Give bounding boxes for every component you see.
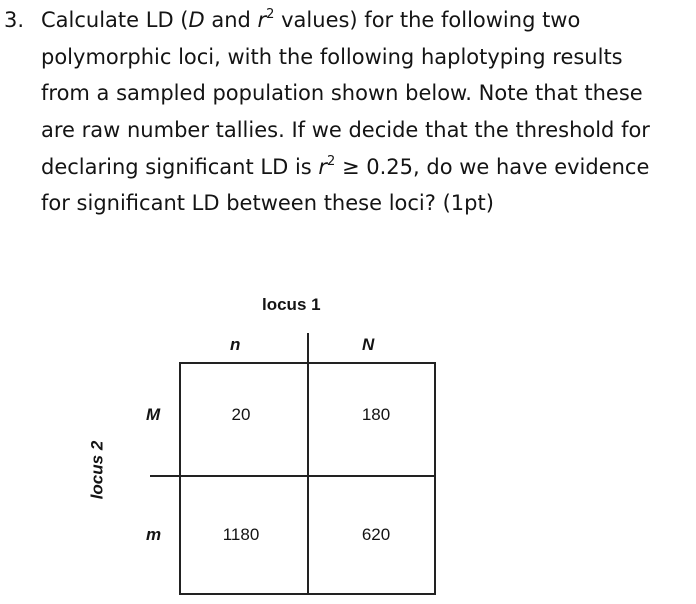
question-text [4,2,694,222]
locus-1-label: locus 1 [262,295,321,314]
question-line-3: from a sampled population shown below. Note that these [41,81,643,106]
cell-M-n: 20 [231,405,251,424]
row-header-M: M [146,405,161,424]
question-number: 3. [4,8,25,32]
locus-2-label: locus 2 [87,440,107,500]
row-divider [150,475,436,477]
question-line-6: for significant LD between these loci? (1pt) [41,191,494,216]
cell-m-n: 1180 [222,525,260,544]
question-line-2: polymorphic loci, with the following haplotyping results [41,44,623,69]
column-header-n: n [230,335,241,354]
cell-M-N: 180 [361,405,391,424]
question-line-1: 3. Calculate LD (D and $r^2$ values) for the following two [4,2,694,39]
question-line-5: declaring significant LD is $r^2 \ge 0.25$, do we have evidence [41,153,650,179]
cell-m-N: 620 [361,525,391,544]
column-header-N: N [362,335,375,354]
column-divider [307,333,309,595]
question-line-4: are raw number tallies. If we decide that the threshold for [41,118,650,143]
row-header-m: m [146,525,162,544]
